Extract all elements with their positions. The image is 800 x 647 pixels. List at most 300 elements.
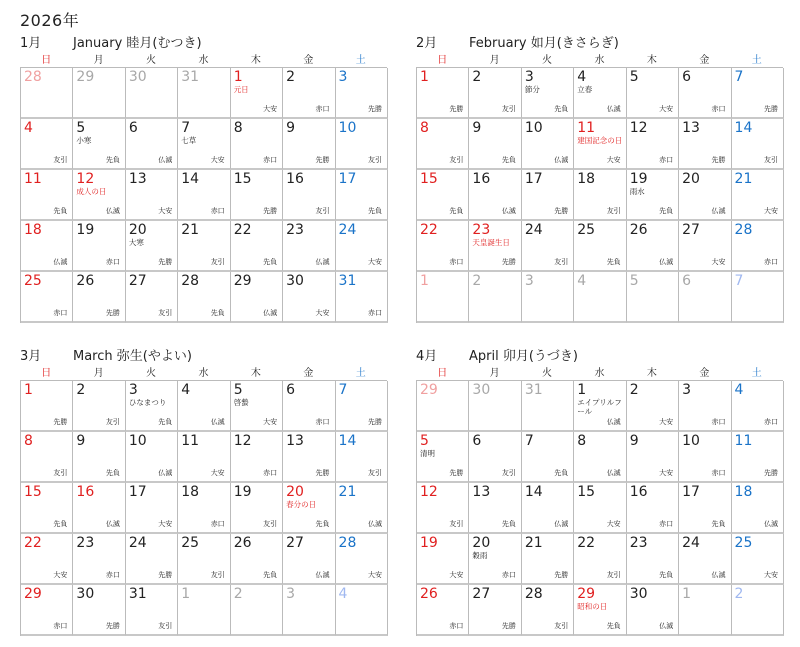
day-cell[interactable] bbox=[522, 272, 574, 323]
day-number: 22 bbox=[24, 535, 42, 551]
weekday-label: 木 bbox=[626, 367, 678, 381]
rokuyo-label: 赤口 bbox=[449, 258, 464, 266]
day-cell[interactable] bbox=[126, 432, 178, 483]
day-cell[interactable] bbox=[417, 432, 469, 483]
day-cell[interactable] bbox=[679, 534, 731, 585]
day-cell[interactable] bbox=[126, 483, 178, 534]
day-cell[interactable] bbox=[178, 68, 230, 119]
holiday-label: 春分の日 bbox=[286, 500, 317, 509]
rokuyo-label: 先勝 bbox=[158, 571, 173, 579]
day-cell[interactable] bbox=[126, 381, 178, 432]
day-cell[interactable] bbox=[178, 381, 230, 432]
rokuyo-label: 先負 bbox=[315, 520, 330, 528]
day-cell[interactable] bbox=[574, 119, 626, 170]
day-cell[interactable] bbox=[73, 272, 125, 323]
rokuyo-label: 大安 bbox=[659, 418, 674, 426]
day-cell[interactable] bbox=[336, 483, 388, 534]
day-cell[interactable] bbox=[73, 68, 125, 119]
day-cell[interactable] bbox=[679, 119, 731, 170]
rokuyo-label: 友引 bbox=[210, 571, 225, 579]
day-cell[interactable] bbox=[627, 534, 679, 585]
day-cell[interactable] bbox=[469, 432, 521, 483]
day-cell[interactable] bbox=[73, 119, 125, 170]
weekday-label: 日 bbox=[416, 54, 468, 68]
day-cell[interactable] bbox=[469, 483, 521, 534]
rokuyo-label: 先勝 bbox=[105, 309, 120, 317]
day-cell[interactable] bbox=[679, 381, 731, 432]
day-number: 6 bbox=[682, 69, 692, 85]
rokuyo-label: 大安 bbox=[763, 207, 778, 215]
day-number: 30 bbox=[286, 273, 304, 289]
day-number: 24 bbox=[524, 222, 543, 238]
day-cell[interactable] bbox=[283, 483, 335, 534]
rokuyo-label: 先負 bbox=[606, 258, 621, 266]
day-cell[interactable] bbox=[574, 585, 626, 636]
rokuyo-label: 仏滅 bbox=[315, 571, 330, 579]
rokuyo-label: 先負 bbox=[711, 520, 726, 528]
day-cell[interactable] bbox=[417, 272, 469, 323]
day-number: 29 bbox=[24, 586, 42, 602]
rokuyo-label: 赤口 bbox=[105, 258, 120, 266]
day-cell[interactable] bbox=[469, 170, 521, 221]
day-cell[interactable] bbox=[732, 432, 784, 483]
day-number: 15 bbox=[420, 171, 438, 187]
weekday-header-row bbox=[416, 367, 783, 381]
day-cell[interactable] bbox=[336, 272, 388, 323]
month-february bbox=[416, 32, 783, 323]
day-cell[interactable] bbox=[574, 432, 626, 483]
day-number: 17 bbox=[682, 484, 700, 500]
day-cell[interactable] bbox=[627, 381, 679, 432]
day-number: 31 bbox=[338, 273, 357, 289]
day-cell[interactable] bbox=[21, 119, 73, 170]
rokuyo-label: 仏滅 bbox=[158, 469, 173, 477]
month-header bbox=[20, 345, 387, 365]
holiday-label: 清明 bbox=[420, 449, 435, 458]
day-cell[interactable] bbox=[732, 272, 784, 323]
rokuyo-label: 先勝 bbox=[449, 105, 464, 113]
day-number: 12 bbox=[76, 171, 95, 187]
rokuyo-label: 大安 bbox=[606, 156, 621, 164]
day-cell[interactable] bbox=[126, 585, 178, 636]
rokuyo-label: 仏滅 bbox=[606, 469, 621, 477]
day-number: 16 bbox=[76, 484, 95, 500]
rokuyo-label: 大安 bbox=[763, 571, 778, 579]
holiday-label: 天皇誕生日 bbox=[472, 238, 510, 247]
rokuyo-label: 友引 bbox=[763, 156, 778, 164]
day-cell[interactable] bbox=[679, 221, 731, 272]
day-number: 3 bbox=[524, 273, 534, 289]
day-cell[interactable] bbox=[231, 221, 283, 272]
day-cell[interactable] bbox=[469, 119, 521, 170]
day-cell[interactable] bbox=[627, 119, 679, 170]
rokuyo-label: 先負 bbox=[501, 520, 516, 528]
weekday-label: 土 bbox=[335, 367, 387, 381]
rokuyo-label: 仏滅 bbox=[105, 207, 120, 215]
day-cell[interactable] bbox=[627, 221, 679, 272]
weekday-header-row bbox=[20, 367, 387, 381]
day-cell[interactable] bbox=[522, 585, 574, 636]
day-cell[interactable] bbox=[469, 534, 521, 585]
day-cell[interactable] bbox=[574, 272, 626, 323]
day-number: 15 bbox=[577, 484, 596, 500]
rokuyo-label: 赤口 bbox=[711, 418, 726, 426]
day-cell[interactable] bbox=[469, 221, 521, 272]
rokuyo-label: 先勝 bbox=[763, 105, 778, 113]
day-number: 10 bbox=[338, 120, 357, 136]
holiday-label: 穀雨 bbox=[472, 551, 488, 560]
day-cell[interactable] bbox=[732, 585, 784, 636]
day-cell[interactable] bbox=[73, 534, 125, 585]
rokuyo-label: 仏滅 bbox=[53, 258, 68, 266]
day-number: 7 bbox=[524, 433, 534, 449]
rokuyo-label: 仏滅 bbox=[263, 309, 278, 317]
day-number: 6 bbox=[472, 433, 482, 449]
day-number: 6 bbox=[682, 273, 692, 289]
day-cell[interactable] bbox=[73, 170, 125, 221]
day-number: 27 bbox=[472, 586, 491, 602]
day-cell[interactable] bbox=[21, 68, 73, 119]
day-cell[interactable] bbox=[21, 272, 73, 323]
day-cell[interactable] bbox=[574, 534, 626, 585]
month-number: 1月 bbox=[20, 36, 42, 51]
day-number: 10 bbox=[128, 433, 147, 449]
day-number: 24 bbox=[128, 535, 147, 551]
day-cell[interactable] bbox=[679, 170, 731, 221]
weekday-label: 日 bbox=[416, 367, 468, 381]
day-number: 1 bbox=[233, 69, 243, 85]
day-cell[interactable] bbox=[417, 221, 469, 272]
day-cell[interactable] bbox=[574, 483, 626, 534]
day-cell[interactable] bbox=[21, 534, 73, 585]
rokuyo-label: 先勝 bbox=[763, 469, 778, 477]
day-cell[interactable] bbox=[417, 534, 469, 585]
day-number: 21 bbox=[734, 171, 753, 187]
day-number: 5 bbox=[629, 273, 639, 289]
rokuyo-label: 大安 bbox=[210, 156, 225, 164]
day-number: 25 bbox=[181, 535, 200, 551]
rokuyo-label: 赤口 bbox=[763, 258, 778, 266]
day-cell[interactable] bbox=[522, 170, 574, 221]
rokuyo-label: 赤口 bbox=[449, 622, 464, 630]
day-number: 18 bbox=[734, 484, 753, 500]
day-cell[interactable] bbox=[231, 432, 283, 483]
day-cell[interactable] bbox=[178, 221, 230, 272]
rokuyo-label: 先負 bbox=[210, 309, 225, 317]
day-number: 21 bbox=[338, 484, 357, 500]
day-cell[interactable] bbox=[126, 68, 178, 119]
rokuyo-label: 仏滅 bbox=[210, 418, 225, 426]
day-cell[interactable] bbox=[732, 221, 784, 272]
day-cell[interactable] bbox=[469, 585, 521, 636]
weekday-label: 金 bbox=[282, 54, 334, 68]
day-cell[interactable] bbox=[417, 68, 469, 119]
day-cell[interactable] bbox=[126, 170, 178, 221]
day-cell[interactable] bbox=[336, 585, 388, 636]
day-cell[interactable] bbox=[231, 534, 283, 585]
day-cell[interactable] bbox=[178, 432, 230, 483]
rokuyo-label: 先負 bbox=[105, 156, 120, 164]
day-cell[interactable] bbox=[336, 68, 388, 119]
rokuyo-label: 大安 bbox=[606, 520, 621, 528]
day-number: 7 bbox=[181, 120, 191, 136]
day-number: 12 bbox=[420, 484, 438, 500]
day-cell[interactable] bbox=[732, 119, 784, 170]
day-number: 20 bbox=[286, 484, 304, 500]
holiday-label: 立春 bbox=[577, 85, 593, 94]
day-cell[interactable] bbox=[417, 585, 469, 636]
holiday-label: 元日 bbox=[233, 85, 249, 94]
day-cell[interactable] bbox=[283, 119, 335, 170]
rokuyo-label: 大安 bbox=[367, 258, 382, 266]
day-cell[interactable] bbox=[732, 483, 784, 534]
day-cell[interactable] bbox=[21, 381, 73, 432]
day-cell[interactable] bbox=[21, 483, 73, 534]
day-cell[interactable] bbox=[574, 170, 626, 221]
day-cell[interactable] bbox=[73, 585, 125, 636]
day-cell[interactable] bbox=[283, 381, 335, 432]
day-cell[interactable] bbox=[574, 68, 626, 119]
day-number: 8 bbox=[577, 433, 587, 449]
rokuyo-label: 先負 bbox=[105, 469, 120, 477]
day-cell[interactable] bbox=[627, 272, 679, 323]
day-cell[interactable] bbox=[732, 68, 784, 119]
day-cell[interactable] bbox=[627, 170, 679, 221]
day-cell[interactable] bbox=[522, 68, 574, 119]
day-cell[interactable] bbox=[417, 381, 469, 432]
day-number: 24 bbox=[682, 535, 700, 551]
day-number: 9 bbox=[286, 120, 296, 136]
day-cell[interactable] bbox=[732, 534, 784, 585]
rokuyo-label: 赤口 bbox=[659, 156, 674, 164]
day-cell[interactable] bbox=[283, 534, 335, 585]
rokuyo-label: 先勝 bbox=[711, 156, 726, 164]
day-cell[interactable] bbox=[126, 534, 178, 585]
day-cell[interactable] bbox=[574, 221, 626, 272]
rokuyo-label: 先負 bbox=[53, 520, 68, 528]
day-number: 10 bbox=[682, 433, 700, 449]
rokuyo-label: 先負 bbox=[263, 258, 278, 266]
day-cell[interactable] bbox=[231, 272, 283, 323]
day-cell[interactable] bbox=[417, 483, 469, 534]
day-cell[interactable] bbox=[283, 170, 335, 221]
rokuyo-label: 仏滅 bbox=[501, 207, 516, 215]
day-cell[interactable] bbox=[231, 381, 283, 432]
day-cell[interactable] bbox=[522, 221, 574, 272]
holiday-label: 啓蟄 bbox=[233, 398, 249, 407]
day-cell[interactable] bbox=[283, 68, 335, 119]
weekday-label: 月 bbox=[468, 54, 520, 68]
day-cell[interactable] bbox=[21, 221, 73, 272]
rokuyo-label: 大安 bbox=[367, 571, 382, 579]
day-cell[interactable] bbox=[126, 119, 178, 170]
day-cell[interactable] bbox=[732, 170, 784, 221]
day-number: 2 bbox=[629, 382, 639, 398]
day-cell[interactable] bbox=[231, 119, 283, 170]
day-number: 3 bbox=[682, 382, 692, 398]
holiday-label: エイプリルフール bbox=[577, 398, 622, 416]
calendar-grid bbox=[416, 68, 783, 323]
day-number: 23 bbox=[629, 535, 648, 551]
day-cell[interactable] bbox=[231, 483, 283, 534]
day-number: 4 bbox=[577, 273, 587, 289]
rokuyo-label: 先勝 bbox=[315, 156, 330, 164]
rokuyo-label: 友引 bbox=[210, 258, 225, 266]
day-number: 1 bbox=[181, 586, 191, 602]
day-cell[interactable] bbox=[178, 119, 230, 170]
weekday-label: 月 bbox=[468, 367, 520, 381]
day-number: 7 bbox=[734, 273, 744, 289]
day-cell[interactable] bbox=[126, 221, 178, 272]
day-cell[interactable] bbox=[178, 170, 230, 221]
day-number: 22 bbox=[420, 222, 438, 238]
day-number: 28 bbox=[524, 586, 543, 602]
day-number: 4 bbox=[24, 120, 33, 136]
day-cell[interactable] bbox=[627, 585, 679, 636]
weekday-label: 日 bbox=[20, 367, 72, 381]
day-cell[interactable] bbox=[73, 483, 125, 534]
day-cell[interactable] bbox=[336, 170, 388, 221]
weekday-label: 金 bbox=[678, 367, 730, 381]
weekday-label: 木 bbox=[230, 54, 282, 68]
rokuyo-label: 先負 bbox=[53, 207, 68, 215]
rokuyo-label: 赤口 bbox=[315, 418, 330, 426]
day-cell[interactable] bbox=[178, 272, 230, 323]
day-cell[interactable] bbox=[73, 381, 125, 432]
day-cell[interactable] bbox=[178, 585, 230, 636]
day-number: 2 bbox=[286, 69, 296, 85]
day-number: 3 bbox=[338, 69, 348, 85]
day-number: 9 bbox=[76, 433, 86, 449]
day-cell[interactable] bbox=[283, 585, 335, 636]
day-cell[interactable] bbox=[469, 381, 521, 432]
day-cell[interactable] bbox=[574, 381, 626, 432]
day-number: 27 bbox=[286, 535, 304, 551]
rokuyo-label: 先勝 bbox=[554, 207, 569, 215]
weekday-label: 土 bbox=[731, 367, 783, 381]
day-cell[interactable] bbox=[522, 381, 574, 432]
day-number: 25 bbox=[734, 535, 753, 551]
day-cell[interactable] bbox=[21, 432, 73, 483]
holiday-label: 節分 bbox=[524, 85, 540, 94]
day-cell[interactable] bbox=[336, 381, 388, 432]
day-number: 14 bbox=[181, 171, 200, 187]
day-number: 23 bbox=[76, 535, 95, 551]
day-cell[interactable] bbox=[522, 483, 574, 534]
day-cell[interactable] bbox=[627, 483, 679, 534]
day-cell[interactable] bbox=[336, 432, 388, 483]
rokuyo-label: 先負 bbox=[158, 418, 173, 426]
rokuyo-label: 仏滅 bbox=[105, 520, 120, 528]
day-cell[interactable] bbox=[679, 272, 731, 323]
day-cell[interactable] bbox=[679, 483, 731, 534]
day-cell[interactable] bbox=[231, 585, 283, 636]
day-number: 2 bbox=[76, 382, 86, 398]
day-cell[interactable] bbox=[336, 119, 388, 170]
weekday-label: 木 bbox=[230, 367, 282, 381]
day-cell[interactable] bbox=[231, 68, 283, 119]
day-cell[interactable] bbox=[679, 432, 731, 483]
weekday-label: 水 bbox=[573, 54, 625, 68]
day-cell[interactable] bbox=[522, 432, 574, 483]
rokuyo-label: 赤口 bbox=[53, 622, 68, 630]
day-number: 5 bbox=[76, 120, 86, 136]
day-cell[interactable] bbox=[417, 170, 469, 221]
day-cell[interactable] bbox=[679, 585, 731, 636]
day-cell[interactable] bbox=[336, 221, 388, 272]
day-cell[interactable] bbox=[126, 272, 178, 323]
weekday-label: 木 bbox=[626, 54, 678, 68]
day-number: 23 bbox=[472, 222, 491, 238]
rokuyo-label: 先勝 bbox=[105, 622, 120, 630]
day-cell[interactable] bbox=[178, 483, 230, 534]
rokuyo-label: 先勝 bbox=[263, 207, 278, 215]
day-cell[interactable] bbox=[627, 68, 679, 119]
day-cell[interactable] bbox=[627, 432, 679, 483]
day-cell[interactable] bbox=[73, 432, 125, 483]
rokuyo-label: 仏滅 bbox=[711, 207, 726, 215]
day-number: 13 bbox=[472, 484, 491, 500]
rokuyo-label: 仏滅 bbox=[315, 258, 330, 266]
day-cell[interactable] bbox=[679, 68, 731, 119]
rokuyo-label: 仏滅 bbox=[367, 520, 382, 528]
day-cell[interactable] bbox=[283, 221, 335, 272]
day-cell[interactable] bbox=[522, 534, 574, 585]
day-cell[interactable] bbox=[469, 272, 521, 323]
day-number: 2 bbox=[734, 586, 744, 602]
day-cell[interactable] bbox=[21, 170, 73, 221]
day-cell[interactable] bbox=[522, 119, 574, 170]
weekday-label: 水 bbox=[177, 367, 229, 381]
day-cell[interactable] bbox=[21, 585, 73, 636]
rokuyo-label: 大安 bbox=[210, 469, 225, 477]
day-cell[interactable] bbox=[732, 381, 784, 432]
rokuyo-label: 先負 bbox=[263, 571, 278, 579]
day-cell[interactable] bbox=[417, 119, 469, 170]
day-number: 29 bbox=[233, 273, 252, 289]
holiday-label: 小寒 bbox=[76, 136, 92, 145]
day-number: 18 bbox=[577, 171, 596, 187]
day-number: 2 bbox=[233, 586, 243, 602]
day-number: 17 bbox=[524, 171, 543, 187]
rokuyo-label: 赤口 bbox=[263, 469, 278, 477]
rokuyo-label: 友引 bbox=[606, 207, 621, 215]
day-number: 20 bbox=[128, 222, 147, 238]
day-cell[interactable] bbox=[283, 272, 335, 323]
day-number: 25 bbox=[577, 222, 596, 238]
rokuyo-label: 赤口 bbox=[711, 105, 726, 113]
day-cell[interactable] bbox=[469, 68, 521, 119]
day-cell[interactable] bbox=[336, 534, 388, 585]
weekday-header-row bbox=[20, 54, 387, 68]
day-cell[interactable] bbox=[178, 534, 230, 585]
day-cell[interactable] bbox=[231, 170, 283, 221]
day-number: 30 bbox=[128, 69, 147, 85]
month-name: March 弥生(やよい) bbox=[73, 349, 192, 364]
day-number: 15 bbox=[24, 484, 42, 500]
rokuyo-label: 先勝 bbox=[501, 622, 516, 630]
day-number: 1 bbox=[682, 586, 692, 602]
rokuyo-label: 友引 bbox=[449, 520, 464, 528]
day-cell[interactable] bbox=[73, 221, 125, 272]
day-number: 13 bbox=[128, 171, 147, 187]
day-number: 4 bbox=[734, 382, 744, 398]
rokuyo-label: 先負 bbox=[449, 207, 464, 215]
rokuyo-label: 先勝 bbox=[315, 469, 330, 477]
month-april bbox=[416, 345, 783, 636]
day-cell[interactable] bbox=[283, 432, 335, 483]
day-number: 20 bbox=[472, 535, 491, 551]
